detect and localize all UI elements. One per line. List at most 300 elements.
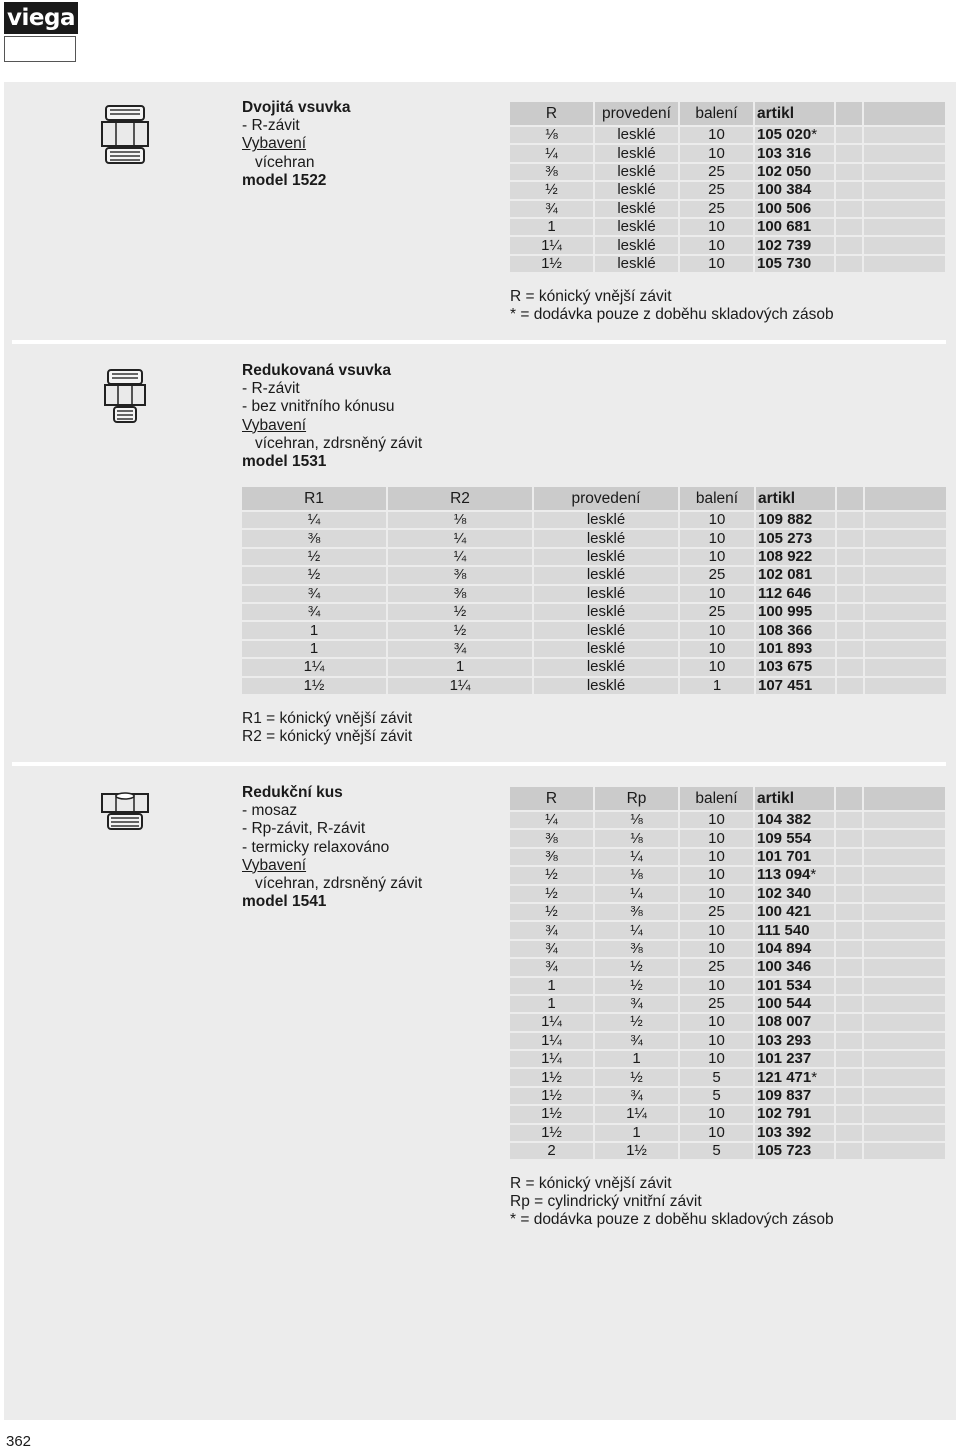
table-cell: lesklé <box>534 622 678 638</box>
empty-cell <box>864 1125 945 1141</box>
table-cell: ¾ <box>595 996 678 1012</box>
table-cell: 1¼ <box>510 1051 593 1067</box>
table-cell: 1 <box>242 622 386 638</box>
empty-cell <box>836 127 862 143</box>
equipment-value: vícehran, zdrsněný závit <box>255 875 423 893</box>
article-number: 101 534 <box>755 978 834 994</box>
table-cell: ¼ <box>595 849 678 865</box>
article-number: 108 922 <box>756 549 835 565</box>
empty-cell <box>864 127 945 143</box>
empty-cell <box>864 830 945 846</box>
table-cell: ½ <box>388 604 532 620</box>
empty-cell <box>836 1014 862 1030</box>
empty-cell <box>865 549 946 565</box>
table-row <box>510 1069 945 1085</box>
empty-cell <box>836 922 862 938</box>
table-cell: 10 <box>680 922 753 938</box>
article-number: 121 471* <box>755 1069 834 1085</box>
table-cell: 1½ <box>510 1069 593 1085</box>
empty-cell <box>837 604 863 620</box>
table-1541 <box>508 785 947 1161</box>
product-bullet: - mosaz <box>242 802 298 820</box>
section-divider <box>12 762 946 766</box>
empty-cell <box>864 978 945 994</box>
table-cell: 10 <box>680 549 754 565</box>
table-cell: 1 <box>510 996 593 1012</box>
column-header: provedení <box>595 102 678 125</box>
empty-cell <box>836 787 862 810</box>
table-cell: 10 <box>680 867 753 883</box>
product-bullet: - R-závit <box>242 380 300 398</box>
empty-cell <box>836 1125 862 1141</box>
table-row <box>510 904 945 920</box>
empty-cell <box>836 867 862 883</box>
note-line: * = dodávka pouze z doběhu skladových zásob <box>510 306 834 324</box>
note-line: R = kónický vnější závit <box>510 1175 672 1192</box>
table-cell: ½ <box>595 1069 678 1085</box>
table-row <box>242 659 946 675</box>
table-cell: 10 <box>680 978 753 994</box>
article-number: 103 675 <box>756 659 835 675</box>
empty-cell <box>864 145 945 161</box>
empty-cell <box>837 530 863 546</box>
table-row <box>510 978 945 994</box>
table-cell: lesklé <box>595 127 678 143</box>
table-cell: ¾ <box>510 941 593 957</box>
note-line: R1 = kónický vnější závit <box>242 710 413 727</box>
table-1522 <box>508 100 947 274</box>
table-cell: 1 <box>595 1125 678 1141</box>
table-row <box>510 145 945 161</box>
table-cell: 1½ <box>510 1088 593 1104</box>
empty-cell <box>836 1106 862 1122</box>
table-cell: 1 <box>595 1051 678 1067</box>
column-header: balení <box>680 487 754 510</box>
table-cell: ½ <box>242 567 386 583</box>
empty-cell <box>836 959 862 975</box>
note-line: R = kónický vnější závit <box>510 288 672 305</box>
table-cell: 1¼ <box>388 678 532 694</box>
table-cell: 10 <box>680 237 753 253</box>
article-number: 109 882 <box>756 512 835 528</box>
table-cell: ⅛ <box>510 127 593 143</box>
article-number: 105 020* <box>755 127 834 143</box>
article-number: 101 893 <box>756 641 835 657</box>
empty-cell <box>864 102 945 125</box>
empty-cell <box>837 586 863 602</box>
empty-cell <box>837 549 863 565</box>
table-cell: 10 <box>680 145 753 161</box>
article-number: 104 382 <box>755 812 834 828</box>
empty-cell <box>864 201 945 217</box>
empty-cell <box>836 849 862 865</box>
table-cell: ⅜ <box>510 164 593 180</box>
table-cell: 10 <box>680 530 754 546</box>
table-cell: 10 <box>680 1125 753 1141</box>
empty-cell <box>864 1106 945 1122</box>
empty-cell <box>864 219 945 235</box>
table-cell: lesklé <box>595 237 678 253</box>
empty-cell <box>837 641 863 657</box>
table-cell: 10 <box>680 219 753 235</box>
table-cell: lesklé <box>595 256 678 272</box>
product-title: Dvojitá vsuvka <box>242 99 351 116</box>
table-cell: ¾ <box>510 959 593 975</box>
column-header: balení <box>680 102 753 125</box>
viega-logo: viega <box>4 2 78 34</box>
empty-cell <box>836 256 862 272</box>
product-bullet: - termicky relaxováno <box>242 838 390 856</box>
table-cell: ⅛ <box>595 830 678 846</box>
table-cell: 25 <box>680 604 754 620</box>
table-row <box>242 641 946 657</box>
table-cell: 1 <box>510 978 593 994</box>
table-cell: ¼ <box>388 549 532 565</box>
empty-cell <box>836 219 862 235</box>
article-number: 112 646 <box>756 586 835 602</box>
column-header: artikl <box>756 487 835 510</box>
table-cell: 10 <box>680 127 753 143</box>
article-number: 109 554 <box>755 830 834 846</box>
empty-cell <box>864 922 945 938</box>
product-title: Redukční kus <box>242 784 343 801</box>
table-row <box>510 830 945 846</box>
table-cell: lesklé <box>534 530 678 546</box>
reducer-bushing-icon <box>100 790 150 832</box>
table-cell: 10 <box>680 1014 753 1030</box>
table-1531 <box>240 485 948 696</box>
article-number: 100 506 <box>755 201 834 217</box>
article-number: 102 791 <box>755 1106 834 1122</box>
table-cell: ½ <box>510 182 593 198</box>
empty-cell <box>837 659 863 675</box>
column-header: Rp <box>595 787 678 810</box>
table-row <box>510 941 945 957</box>
article-number: 100 346 <box>755 959 834 975</box>
table-cell: ⅛ <box>388 512 532 528</box>
table-cell: 25 <box>680 182 753 198</box>
table-cell: ⅜ <box>595 941 678 957</box>
note-line: Rp = cylindrický vnitřní závit <box>510 1193 702 1211</box>
column-header: R2 <box>388 487 532 510</box>
table-cell: ¾ <box>242 586 386 602</box>
section-divider <box>12 340 946 344</box>
table-cell: ¼ <box>510 812 593 828</box>
stock-note-marker: * <box>810 866 817 884</box>
empty-cell <box>836 201 862 217</box>
article-number: 108 366 <box>756 622 835 638</box>
table-cell: ⅜ <box>388 586 532 602</box>
table-cell: 2 <box>510 1143 593 1159</box>
empty-cell <box>837 567 863 583</box>
empty-cell <box>836 978 862 994</box>
table-row <box>510 1033 945 1049</box>
empty-cell <box>836 1143 862 1159</box>
table-cell: ¾ <box>595 1033 678 1049</box>
table-cell: 25 <box>680 904 753 920</box>
article-number: 101 701 <box>755 849 834 865</box>
column-header: R1 <box>242 487 386 510</box>
table-cell: 1 <box>388 659 532 675</box>
column-header: artikl <box>755 102 834 125</box>
table-cell: 10 <box>680 622 754 638</box>
empty-cell <box>836 904 862 920</box>
empty-cell <box>865 487 946 510</box>
empty-cell <box>865 622 946 638</box>
notes-1522 <box>510 288 834 324</box>
article-number: 105 730 <box>755 256 834 272</box>
table-cell: 25 <box>680 996 753 1012</box>
empty-cell <box>865 530 946 546</box>
empty-cell <box>836 164 862 180</box>
table-row <box>510 201 945 217</box>
empty-cell <box>836 886 862 902</box>
empty-cell <box>836 237 862 253</box>
table-row <box>510 867 945 883</box>
empty-cell <box>864 787 945 810</box>
table-cell: 25 <box>680 201 753 217</box>
empty-cell <box>864 237 945 253</box>
empty-cell <box>836 1051 862 1067</box>
empty-cell <box>864 1014 945 1030</box>
column-header: artikl <box>755 787 834 810</box>
table-row <box>510 996 945 1012</box>
model-number: model 1541 <box>242 893 327 911</box>
table-cell: 10 <box>680 941 753 957</box>
product-info-1522 <box>242 99 351 190</box>
article-number: 108 007 <box>755 1014 834 1030</box>
article-number: 102 050 <box>755 164 834 180</box>
table-cell: 5 <box>680 1069 753 1085</box>
table-cell: 10 <box>680 1051 753 1067</box>
stock-note-marker: * <box>811 126 818 144</box>
table-cell: 10 <box>680 512 754 528</box>
table-cell: 1½ <box>510 1106 593 1122</box>
product-bullet: - bez vnitřního kónusu <box>242 398 395 416</box>
empty-cell <box>865 659 946 675</box>
table-row <box>242 678 946 694</box>
table-cell: 1½ <box>595 1143 678 1159</box>
table-cell: 25 <box>680 959 753 975</box>
column-header: provedení <box>534 487 678 510</box>
table-row <box>510 849 945 865</box>
empty-cell <box>864 1051 945 1067</box>
table-cell: lesklé <box>595 145 678 161</box>
table-cell: lesklé <box>534 586 678 602</box>
article-number: 104 894 <box>755 941 834 957</box>
table-cell: ¾ <box>510 922 593 938</box>
column-header: R <box>510 102 593 125</box>
table-cell: 10 <box>680 812 753 828</box>
empty-cell <box>865 678 946 694</box>
table-cell: 1¼ <box>510 1014 593 1030</box>
note-line: R2 = kónický vnější závit <box>242 728 413 746</box>
table-row <box>242 549 946 565</box>
article-number: 103 392 <box>755 1125 834 1141</box>
empty-cell <box>836 996 862 1012</box>
model-number: model 1531 <box>242 453 327 471</box>
empty-cell <box>864 1069 945 1085</box>
table-row <box>510 237 945 253</box>
table-header-row <box>510 102 945 125</box>
table-row <box>510 1125 945 1141</box>
empty-cell <box>864 1033 945 1049</box>
empty-cell <box>864 256 945 272</box>
empty-cell <box>837 622 863 638</box>
table-row <box>242 604 946 620</box>
double-nipple-icon <box>100 104 150 166</box>
stock-note-marker: * <box>811 1068 818 1086</box>
table-cell: 5 <box>680 1088 753 1104</box>
article-number: 105 273 <box>756 530 835 546</box>
table-header-row <box>242 487 946 510</box>
table-cell: 1 <box>510 219 593 235</box>
table-cell: 10 <box>680 1106 753 1122</box>
table-cell: ¾ <box>388 641 532 657</box>
table-cell: ⅜ <box>242 530 386 546</box>
empty-cell <box>865 641 946 657</box>
table-cell: ⅜ <box>595 904 678 920</box>
table-cell: lesklé <box>534 512 678 528</box>
table-cell: ¼ <box>242 512 386 528</box>
table-cell: ½ <box>388 622 532 638</box>
column-header: balení <box>680 787 753 810</box>
table-cell: 10 <box>680 830 753 846</box>
article-number: 107 451 <box>756 678 835 694</box>
model-number: model 1522 <box>242 171 327 189</box>
table-cell: lesklé <box>595 201 678 217</box>
empty-cell <box>864 182 945 198</box>
article-number: 100 544 <box>755 996 834 1012</box>
table-cell: 1¼ <box>242 659 386 675</box>
table-row <box>242 586 946 602</box>
reducing-nipple-icon <box>104 368 146 424</box>
table-cell: ¾ <box>510 201 593 217</box>
article-number: 109 837 <box>755 1088 834 1104</box>
table-cell: ¼ <box>388 530 532 546</box>
table-cell: ¼ <box>510 145 593 161</box>
empty-cell <box>865 512 946 528</box>
table-cell: ½ <box>595 978 678 994</box>
table-cell: lesklé <box>534 567 678 583</box>
table-row <box>510 1106 945 1122</box>
table-cell: 1½ <box>242 678 386 694</box>
table-cell: 10 <box>680 641 754 657</box>
table-cell: 1½ <box>510 256 593 272</box>
empty-cell <box>864 1143 945 1159</box>
table-cell: 5 <box>680 1143 753 1159</box>
article-number: 100 384 <box>755 182 834 198</box>
empty-cell <box>836 145 862 161</box>
table-row <box>510 127 945 143</box>
article-number: 102 081 <box>756 567 835 583</box>
table-row <box>242 567 946 583</box>
table-header-row <box>510 787 945 810</box>
equipment-link[interactable]: Vybavení <box>242 416 307 434</box>
equipment-value: vícehran, zdrsněný závit <box>255 434 423 452</box>
table-cell: ⅛ <box>595 867 678 883</box>
empty-cell <box>836 182 862 198</box>
table-cell: ½ <box>510 904 593 920</box>
product-title: Redukovaná vsuvka <box>242 362 392 379</box>
table-cell: lesklé <box>534 641 678 657</box>
table-cell: ⅛ <box>595 812 678 828</box>
article-number: 103 316 <box>755 145 834 161</box>
empty-cell <box>864 1088 945 1104</box>
empty-cell <box>837 512 863 528</box>
table-cell: 10 <box>680 256 753 272</box>
empty-cell <box>865 567 946 583</box>
table-cell: ¾ <box>595 1088 678 1104</box>
empty-cell <box>836 1088 862 1104</box>
table-cell: 10 <box>680 1033 753 1049</box>
table-cell: ⅜ <box>510 849 593 865</box>
empty-cell <box>864 886 945 902</box>
column-header: R <box>510 787 593 810</box>
table-row <box>510 1051 945 1067</box>
article-number: 100 681 <box>755 219 834 235</box>
empty-cell <box>836 102 862 125</box>
table-row <box>510 256 945 272</box>
table-cell: lesklé <box>595 219 678 235</box>
empty-cell <box>837 678 863 694</box>
empty-cell <box>865 586 946 602</box>
table-row <box>242 622 946 638</box>
table-cell: 10 <box>680 886 753 902</box>
article-number: 102 739 <box>755 237 834 253</box>
table-cell: 1 <box>242 641 386 657</box>
empty-cell <box>836 830 862 846</box>
table-cell: lesklé <box>534 659 678 675</box>
equipment-link[interactable]: Vybavení <box>242 856 307 874</box>
table-row <box>510 1014 945 1030</box>
table-cell: 25 <box>680 567 754 583</box>
article-number: 100 421 <box>755 904 834 920</box>
empty-cell <box>864 849 945 865</box>
table-row <box>510 886 945 902</box>
empty-cell <box>836 812 862 828</box>
table-cell: 1¼ <box>510 237 593 253</box>
empty-cell <box>864 959 945 975</box>
notes-1541 <box>510 1175 834 1230</box>
table-cell: ½ <box>595 1014 678 1030</box>
notes-1531 <box>242 710 412 746</box>
article-number: 111 540 <box>755 922 834 938</box>
table-cell: lesklé <box>595 182 678 198</box>
table-cell: lesklé <box>534 678 678 694</box>
logo-frame <box>4 36 76 62</box>
product-info-1531 <box>242 362 422 471</box>
product-bullet: - Rp-závit, R-závit <box>242 820 366 838</box>
table-cell: ¾ <box>242 604 386 620</box>
table-cell: 1¼ <box>510 1033 593 1049</box>
empty-cell <box>836 941 862 957</box>
table-row <box>242 530 946 546</box>
empty-cell <box>864 941 945 957</box>
table-cell: ½ <box>595 959 678 975</box>
table-row <box>510 922 945 938</box>
equipment-link[interactable]: Vybavení <box>242 135 307 153</box>
equipment-value: vícehran <box>255 153 315 171</box>
table-cell: lesklé <box>595 164 678 180</box>
table-row <box>510 164 945 180</box>
table-cell: 1 <box>680 678 754 694</box>
empty-cell <box>836 1033 862 1049</box>
empty-cell <box>836 1069 862 1085</box>
table-cell: ¼ <box>595 922 678 938</box>
table-cell: 10 <box>680 586 754 602</box>
table-row <box>510 812 945 828</box>
